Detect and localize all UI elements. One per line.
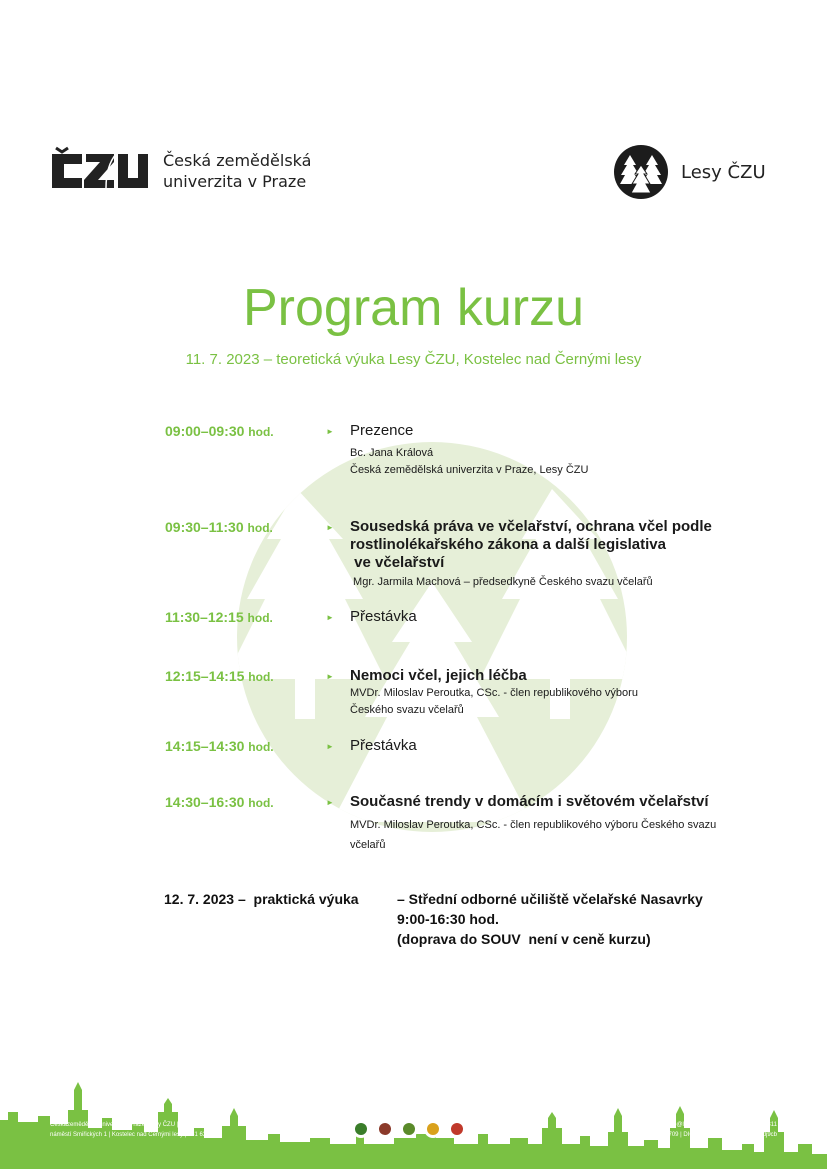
footer-emblem-icon xyxy=(352,1120,370,1138)
schedule-item-title: Prezence xyxy=(350,422,414,439)
practical-note: (doprava do SOUV není v ceně kurzu) xyxy=(397,931,651,947)
lesy-czu-label: Lesy ČZU xyxy=(681,161,766,183)
schedule-item-title: Přestávka xyxy=(350,737,417,754)
bullet-arrow-icon: ► xyxy=(326,613,334,622)
lesy-czu-logo xyxy=(614,145,766,199)
forest-watermark-icon xyxy=(207,437,657,837)
schedule-time: 11:30–12:15 hod. xyxy=(165,609,273,625)
schedule-item-speaker: MVDr. Miloslav Peroutka, CSc. - člen republikového výboru Českého svazu včelařů xyxy=(350,687,638,716)
schedule-item-title: Současné trendy v domácím i světovém včelařství xyxy=(350,793,709,810)
page-subtitle: 11. 7. 2023 – teoretická výuka Lesy ČZU, Kostelec nad Černými lesy xyxy=(185,351,642,368)
schedule-item-speaker: MVDr. Miloslav Peroutka, CSc. - člen republikového výboru Českého svazu včelařů xyxy=(350,819,717,851)
bullet-arrow-icon: ► xyxy=(326,427,334,436)
lesy-tree-emblem-icon xyxy=(614,145,668,199)
schedule-item-speaker: Mgr. Jarmila Machová – předsedkyně Českého svazu včelařů xyxy=(350,576,653,588)
czu-logo xyxy=(50,146,311,196)
schedule-time: 14:30–16:30 hod. xyxy=(165,794,274,810)
schedule-time: 09:00–09:30 hod. xyxy=(165,423,274,439)
practical-time: 9:00-16:30 hod. xyxy=(397,911,499,927)
footer-emblem-icon xyxy=(448,1120,466,1138)
practical-label: 12. 7. 2023 – praktická výuka xyxy=(164,891,359,907)
schedule-time: 14:15–14:30 hod. xyxy=(165,738,274,754)
schedule-item-title: Nemoci včel, jejich léčba xyxy=(350,667,527,684)
footer-skyline xyxy=(0,1058,827,1169)
footer-contact: Email:info@lesy.czu.cz | Tel.: +420 321 610 311 IČ: CZ60460709 | DIČ: CZ60460709 | ID DS: 3hdj9cb xyxy=(634,1122,777,1138)
footer-emblem-icon xyxy=(424,1120,442,1138)
schedule-time: 12:15–14:15 hod. xyxy=(165,668,274,684)
practical-location: – Střední odborné učiliště včelařské Nasavrky xyxy=(397,891,703,907)
bullet-arrow-icon: ► xyxy=(326,742,334,751)
footer-address: Českázemědělskáuniverzitav Praze–Lesy ČZU | lesy.czu.cz náměstí Smiřických 1 | Kostelec nad Černými lesy | 281 63 xyxy=(50,1122,209,1138)
schedule-item-speaker: Bc. Jana Králová Česká zemědělská univerzita v Praze, Lesy ČZU xyxy=(350,447,589,476)
practical-section xyxy=(164,889,703,947)
footer-emblem-icon xyxy=(400,1120,418,1138)
page-title: Program kurzu xyxy=(243,279,584,337)
schedule-item-title: Přestávka xyxy=(350,608,417,625)
bullet-arrow-icon: ► xyxy=(326,523,334,532)
czu-name-line2: univerzita v Praze xyxy=(163,172,307,191)
footer-emblem-icon xyxy=(376,1120,394,1138)
schedule-item-title: Sousedská práva ve včelařství, ochrana včel podle rostlinolékařského zákona a další legislativa ve včelařství xyxy=(350,518,712,571)
czu-name-line1: Česká zemědělská xyxy=(163,151,312,170)
bullet-arrow-icon: ► xyxy=(326,798,334,807)
footer-emblems xyxy=(352,1120,466,1138)
schedule-time: 09:30–11:30 hod. xyxy=(165,519,273,535)
czu-logo-mark-icon xyxy=(50,146,150,196)
bullet-arrow-icon: ► xyxy=(326,672,334,681)
